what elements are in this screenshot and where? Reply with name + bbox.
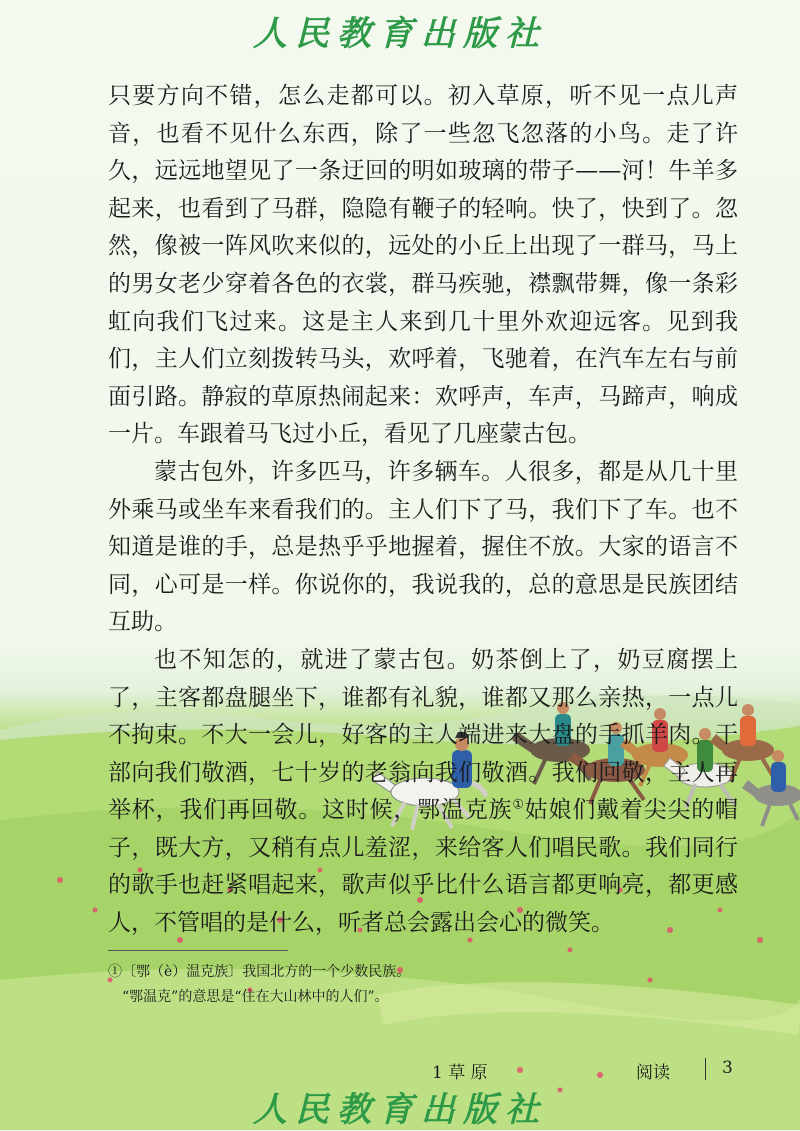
paragraph-3-text-after: 姑娘们戴着尖尖的帽子，既大方，又稍有点儿羞涩，来给客人们唱民歌。我们同行的歌手也赶紧唱起来，歌声似乎比什么语言都更响亮，都更感人，不管唱的是什么，听者总会露出会心的微笑。 xyxy=(108,797,739,937)
footnote-line-2: “鄂温克”的意思是“住在大山林中的人们”。 xyxy=(122,989,389,1005)
footnote-divider xyxy=(108,950,288,951)
paragraph-1: 只要方向不错，怎么走都可以。初入草原，听不见一点儿声音，也看不见什么东西，除了一些忽飞忽落的小鸟。走了许久，远远地望见了一条迂回的明如玻璃的带子——河！牛羊多起来，也看到了马群，隐隐有鞭子的轻响。快了，快到了。忽然，像被一阵风吹来似的，远处的小丘上出现了一群马，马上的男女老少穿着各色的衣裳，群马疾驰，襟飘带舞，像一条彩虹向我们飞过来。这是主人来到几十里外欢迎远客。见到我们，主人们立刻拨转马头，欢呼着，飞驰着，在汽车左右与前面引路。静寂的草原热闹起来：欢呼声，车声，马蹄声，响成一片。车跟着马飞过小丘，看见了几座蒙古包。 xyxy=(108,83,738,448)
footnote xyxy=(108,960,628,1010)
main-text xyxy=(108,78,738,943)
paragraph-3-text-before: 也不知怎的，就进了蒙古包。奶茶倒上了，奶豆腐摆上了，主客都盘腿坐下，谁都有礼貌，谁都又那么亲热，一点儿不拘束。不大一会儿，好客的主人端进来大盘的手抓羊肉。干部向我们敬酒，七十岁的老翁向我们敬酒。我们回敬，主人再举杯，我们再回敬。这时候，鄂温克族 xyxy=(108,646,738,824)
lesson-title: 1 草 原 xyxy=(432,1063,488,1083)
footnote-line-1: ①〔鄂（è）温克族〕我国北方的一个少数民族。 xyxy=(108,964,411,980)
publisher-logo-bottom: 人民教育出版社 xyxy=(253,1090,547,1130)
paragraph-3 xyxy=(108,642,738,943)
publisher-logo-top: 人民教育出版社 xyxy=(253,14,547,54)
paragraph-2: 蒙古包外，许多匹马，许多辆车。人很多，都是从几十里外乘马或坐车来看我们的。主人们下了马，我们下了车。也不知道是谁的手，总是热乎乎地握着，握住不放。大家的语言不同，心可是一样。你说你的，我说我的，总的意思是民族团结互助。 xyxy=(108,458,738,636)
footnote-reference-1[interactable]: ① xyxy=(512,797,525,813)
folio-divider xyxy=(705,1058,706,1080)
page-number: 3 xyxy=(722,1058,733,1078)
section-label: 阅读 xyxy=(636,1063,670,1083)
